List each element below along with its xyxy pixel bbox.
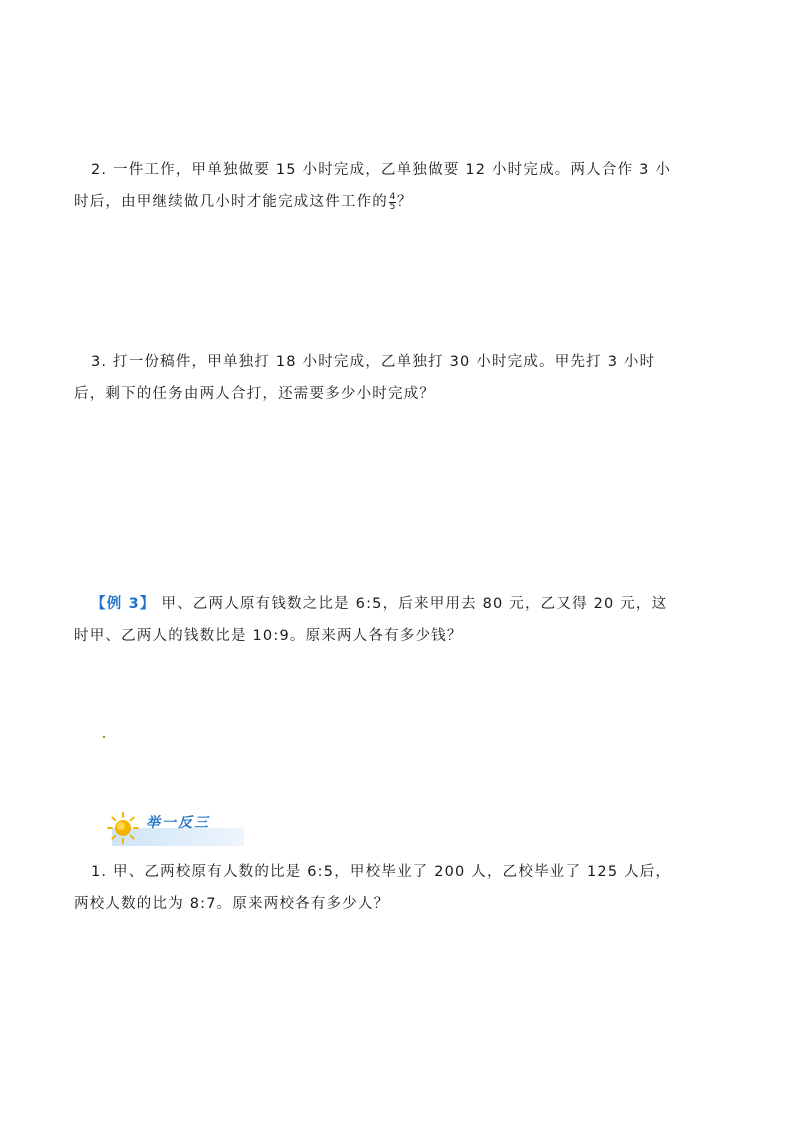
question-3-line-1: 3. 打一份稿件，甲单独打 18 小时完成，乙单独打 30 小时完成。甲先打 3 小时 bbox=[91, 354, 656, 370]
sun-icon bbox=[106, 811, 140, 845]
question-3 bbox=[74, 346, 724, 410]
section-header bbox=[104, 808, 244, 850]
section-title: 举一反三 bbox=[146, 815, 210, 831]
fraction-denominator: 5 bbox=[389, 201, 396, 212]
practice-1-line-2: 两校人数的比为 8:7。原来两校各有多少人？ bbox=[74, 896, 390, 912]
question-2-line-2 bbox=[74, 186, 724, 218]
example-3-label: 【例 3】 bbox=[91, 596, 156, 612]
practice-1 bbox=[74, 856, 724, 920]
example-3-line-1 bbox=[74, 588, 724, 620]
question-3-line-2: 后，剩下的任务由两人合打，还需要多少小时完成？ bbox=[74, 386, 436, 402]
question-2 bbox=[74, 154, 724, 218]
question-2-line-1: 2. 一件工作，甲单独做要 15 小时完成，乙单独做要 12 小时完成。两人合作 3 小 bbox=[91, 162, 672, 178]
stray-dot bbox=[103, 736, 105, 738]
question-2-line-2-text: 时后，由甲继续做几小时才能完成这件工作的 bbox=[74, 194, 388, 210]
example-3-line-2: 时甲、乙两人的钱数比是 10:9。原来两人各有多少钱？ bbox=[74, 628, 463, 644]
fraction-numerator: 4 bbox=[389, 191, 396, 202]
question-2-line-2-end: ？ bbox=[397, 194, 413, 210]
practice-1-line-1: 1. 甲、乙两校原有人数的比是 6:5，甲校毕业了 200 人，乙校毕业了 125 人后， bbox=[91, 864, 672, 880]
fraction-four-fifths bbox=[389, 193, 396, 212]
example-3 bbox=[74, 588, 724, 652]
example-3-line-1-text: 甲、乙两人原有钱数之比是 6:5，后来甲用去 80 元，乙又得 20 元，这 bbox=[161, 596, 668, 612]
